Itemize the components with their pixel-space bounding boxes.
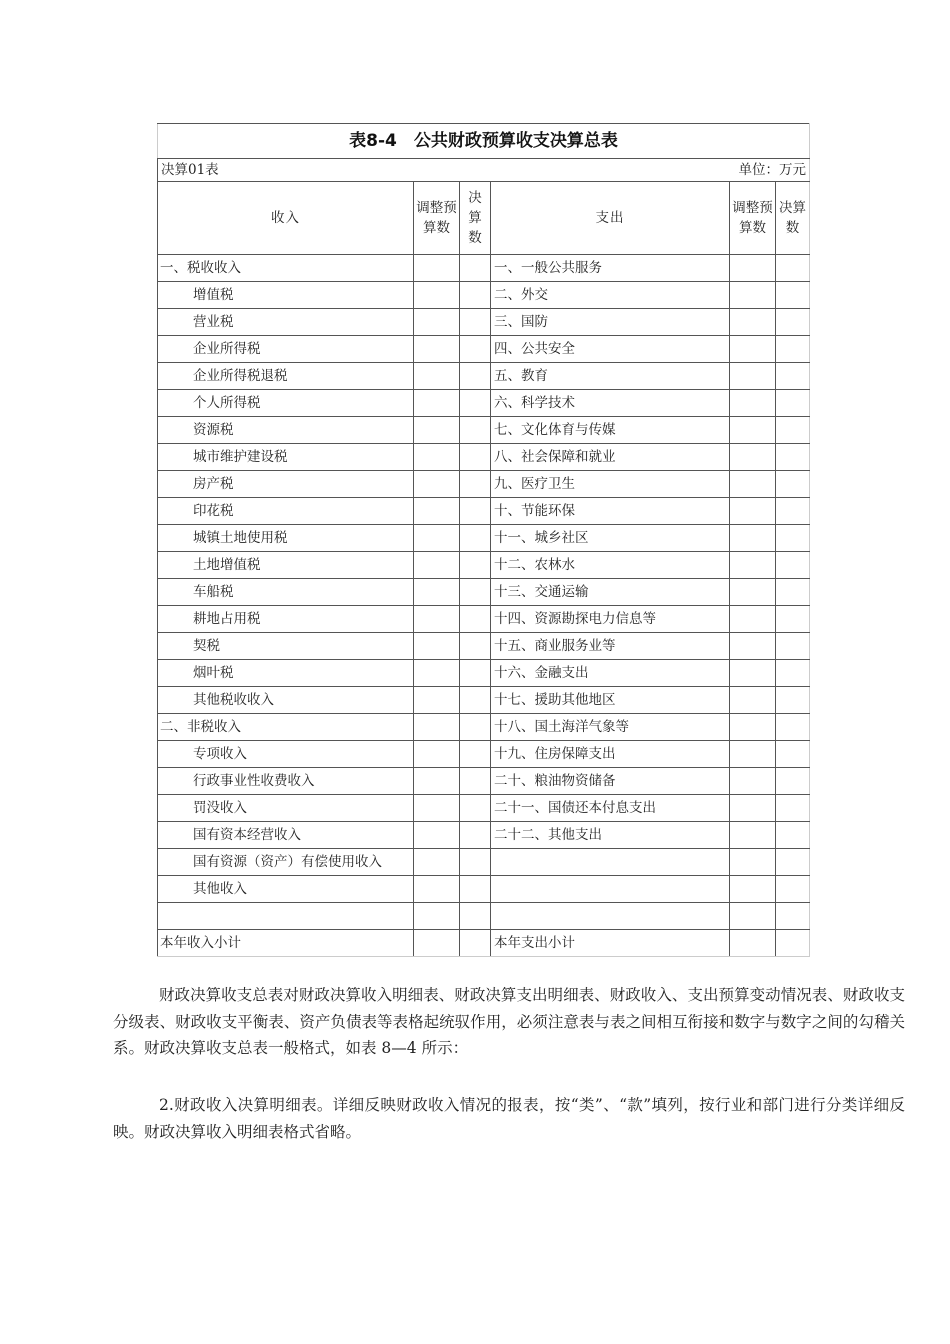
income-adjusted-budget-cell	[414, 282, 460, 309]
expenditure-final-cell	[776, 660, 810, 687]
budget-summary-table	[157, 123, 810, 957]
expenditure-final-cell	[776, 309, 810, 336]
income-adjusted-budget-cell	[414, 822, 460, 849]
expenditure-adjusted-budget-cell	[730, 363, 776, 390]
income-adjusted-budget-cell	[414, 498, 460, 525]
expenditure-adjusted-budget-cell	[730, 525, 776, 552]
expenditure-final-cell	[776, 903, 810, 930]
expenditure-item: 八、社会保障和就业	[491, 444, 730, 471]
income-adjusted-budget-cell	[414, 714, 460, 741]
income-final-cell	[460, 795, 491, 822]
income-item: 耕地占用税	[158, 606, 414, 633]
income-final-cell	[460, 525, 491, 552]
expenditure-item: 十三、交通运输	[491, 579, 730, 606]
income-final-cell	[460, 363, 491, 390]
income-final-cell	[460, 552, 491, 579]
expenditure-final-cell	[776, 255, 810, 282]
income-item: 资源税	[158, 417, 414, 444]
income-item: 印花税	[158, 498, 414, 525]
table-row	[158, 390, 810, 417]
expenditure-adjusted-budget-cell	[730, 768, 776, 795]
income-adjusted-budget-header: 调整预算数	[414, 182, 460, 255]
expenditure-item: 十二、农林水	[491, 552, 730, 579]
income-final-cell	[460, 282, 491, 309]
table-row	[158, 552, 810, 579]
expenditure-final-cell	[776, 714, 810, 741]
expenditure-item: 十九、住房保障支出	[491, 741, 730, 768]
table-row	[158, 822, 810, 849]
body-paragraph: 财政决算收支总表对财政决算收入明细表、财政决算支出明细表、财政收入、支出预算变动情况表、财政收支分级表、财政收支平衡表、资产负债表等表格起统驭作用，必须注意表与表之间相互衔接和数字与数字之间的勾稽关系。财政决算收支总表一般格式，如表 8—4 所示：	[113, 986, 905, 1057]
expenditure-item: 二十二、其他支出	[491, 822, 730, 849]
expenditure-final-cell	[776, 336, 810, 363]
expenditure-final-cell	[776, 444, 810, 471]
expenditure-final-cell	[776, 633, 810, 660]
expenditure-item: 二十一、国债还本付息支出	[491, 795, 730, 822]
table-row	[158, 525, 810, 552]
table-row	[158, 363, 810, 390]
income-final-cell	[460, 309, 491, 336]
expenditure-item: 本年支出小计	[491, 930, 730, 957]
expenditure-adjusted-budget-cell	[730, 930, 776, 957]
income-item: 房产税	[158, 471, 414, 498]
expenditure-final-header: 决算数	[776, 182, 810, 255]
income-item: 个人所得税	[158, 390, 414, 417]
income-adjusted-budget-cell	[414, 903, 460, 930]
expenditure-adjusted-budget-cell	[730, 498, 776, 525]
table-row	[158, 768, 810, 795]
income-item: 本年收入小计	[158, 930, 414, 957]
income-adjusted-budget-cell	[414, 849, 460, 876]
expenditure-adjusted-budget-cell	[730, 444, 776, 471]
expenditure-final-cell	[776, 795, 810, 822]
expenditure-adjusted-budget-cell	[730, 660, 776, 687]
expenditure-adjusted-budget-cell	[730, 741, 776, 768]
income-item: 企业所得税	[158, 336, 414, 363]
expenditure-header: 支出	[491, 182, 730, 255]
income-adjusted-budget-cell	[414, 390, 460, 417]
table-row	[158, 444, 810, 471]
expenditure-adjusted-budget-cell	[730, 579, 776, 606]
income-item: 契税	[158, 633, 414, 660]
expenditure-item: 二、外交	[491, 282, 730, 309]
expenditure-adjusted-budget-cell	[730, 633, 776, 660]
expenditure-item	[491, 849, 730, 876]
table-row	[158, 471, 810, 498]
table-row	[158, 579, 810, 606]
income-item: 城市维护建设税	[158, 444, 414, 471]
expenditure-item	[491, 876, 730, 903]
income-adjusted-budget-cell	[414, 633, 460, 660]
table-row	[158, 606, 810, 633]
expenditure-adjusted-budget-cell	[730, 417, 776, 444]
income-final-header: 决算数	[460, 182, 491, 255]
expenditure-adjusted-budget-cell	[730, 255, 776, 282]
table-row	[158, 903, 810, 930]
body-paragraph: 2.财政收入决算明细表。详细反映财政收入情况的报表，按“类”、“款”填列，按行业和部门进行分类详细反映。财政决算收入明细表格式省略。	[113, 1096, 905, 1141]
income-adjusted-budget-cell	[414, 768, 460, 795]
income-adjusted-budget-cell	[414, 930, 460, 957]
expenditure-final-cell	[776, 417, 810, 444]
income-item: 车船税	[158, 579, 414, 606]
income-final-cell	[460, 903, 491, 930]
income-item	[158, 903, 414, 930]
income-item: 其他收入	[158, 876, 414, 903]
income-final-cell	[460, 417, 491, 444]
income-adjusted-budget-cell	[414, 309, 460, 336]
table-row	[158, 714, 810, 741]
income-item: 罚没收入	[158, 795, 414, 822]
table-title: 表8-4 公共财政预算收支决算总表	[158, 124, 810, 159]
income-adjusted-budget-cell	[414, 525, 460, 552]
unit-label: 单位：万元	[491, 159, 810, 182]
expenditure-adjusted-budget-cell	[730, 390, 776, 417]
expenditure-final-cell	[776, 390, 810, 417]
expenditure-final-cell	[776, 525, 810, 552]
expenditure-adjusted-budget-cell	[730, 336, 776, 363]
expenditure-item: 十八、国土海洋气象等	[491, 714, 730, 741]
expenditure-final-cell	[776, 579, 810, 606]
income-final-cell	[460, 498, 491, 525]
table-row	[158, 660, 810, 687]
table-row	[158, 849, 810, 876]
expenditure-adjusted-budget-header: 调整预算数	[730, 182, 776, 255]
income-item: 专项收入	[158, 741, 414, 768]
income-final-cell	[460, 606, 491, 633]
income-final-cell	[460, 849, 491, 876]
expenditure-final-cell	[776, 741, 810, 768]
expenditure-final-cell	[776, 822, 810, 849]
income-final-cell	[460, 822, 491, 849]
table-row	[158, 795, 810, 822]
expenditure-item: 二十、粮油物资储备	[491, 768, 730, 795]
income-adjusted-budget-cell	[414, 687, 460, 714]
income-item: 营业税	[158, 309, 414, 336]
expenditure-adjusted-budget-cell	[730, 606, 776, 633]
income-adjusted-budget-cell	[414, 255, 460, 282]
form-number: 决算01表	[158, 159, 491, 182]
expenditure-item: 十、节能环保	[491, 498, 730, 525]
expenditure-final-cell	[776, 471, 810, 498]
expenditure-item: 十四、资源勘探电力信息等	[491, 606, 730, 633]
income-final-cell	[460, 444, 491, 471]
expenditure-adjusted-budget-cell	[730, 903, 776, 930]
expenditure-final-cell	[776, 768, 810, 795]
income-item: 企业所得税退税	[158, 363, 414, 390]
income-header: 收入	[158, 182, 414, 255]
table-row	[158, 309, 810, 336]
income-item: 二、非税收入	[158, 714, 414, 741]
income-item: 其他税收收入	[158, 687, 414, 714]
income-final-cell	[460, 930, 491, 957]
expenditure-adjusted-budget-cell	[730, 309, 776, 336]
expenditure-adjusted-budget-cell	[730, 876, 776, 903]
expenditure-item	[491, 903, 730, 930]
income-adjusted-budget-cell	[414, 444, 460, 471]
expenditure-item: 十六、金融支出	[491, 660, 730, 687]
expenditure-adjusted-budget-cell	[730, 687, 776, 714]
income-item: 国有资源（资产）有偿使用收入	[158, 849, 414, 876]
income-adjusted-budget-cell	[414, 606, 460, 633]
income-item: 城镇土地使用税	[158, 525, 414, 552]
expenditure-adjusted-budget-cell	[730, 282, 776, 309]
expenditure-final-cell	[776, 687, 810, 714]
income-adjusted-budget-cell	[414, 660, 460, 687]
expenditure-final-cell	[776, 363, 810, 390]
expenditure-item: 三、国防	[491, 309, 730, 336]
income-adjusted-budget-cell	[414, 552, 460, 579]
income-adjusted-budget-cell	[414, 795, 460, 822]
income-final-cell	[460, 579, 491, 606]
table-body	[158, 255, 810, 957]
income-final-cell	[460, 255, 491, 282]
income-adjusted-budget-cell	[414, 363, 460, 390]
table-row	[158, 417, 810, 444]
income-adjusted-budget-cell	[414, 471, 460, 498]
expenditure-adjusted-budget-cell	[730, 795, 776, 822]
expenditure-final-cell	[776, 498, 810, 525]
expenditure-adjusted-budget-cell	[730, 849, 776, 876]
expenditure-item: 六、科学技术	[491, 390, 730, 417]
table-row	[158, 876, 810, 903]
expenditure-item: 十七、援助其他地区	[491, 687, 730, 714]
expenditure-final-cell	[776, 552, 810, 579]
income-final-cell	[460, 633, 491, 660]
expenditure-item: 五、教育	[491, 363, 730, 390]
expenditure-adjusted-budget-cell	[730, 471, 776, 498]
income-final-cell	[460, 471, 491, 498]
expenditure-final-cell	[776, 282, 810, 309]
income-item: 行政事业性收费收入	[158, 768, 414, 795]
table-row	[158, 930, 810, 957]
expenditure-adjusted-budget-cell	[730, 822, 776, 849]
table-row	[158, 741, 810, 768]
expenditure-final-cell	[776, 606, 810, 633]
income-final-cell	[460, 714, 491, 741]
income-adjusted-budget-cell	[414, 741, 460, 768]
income-final-cell	[460, 768, 491, 795]
expenditure-final-cell	[776, 876, 810, 903]
table-row	[158, 687, 810, 714]
income-item: 烟叶税	[158, 660, 414, 687]
expenditure-item: 七、文化体育与传媒	[491, 417, 730, 444]
income-final-cell	[460, 741, 491, 768]
table-row	[158, 255, 810, 282]
expenditure-adjusted-budget-cell	[730, 714, 776, 741]
income-final-cell	[460, 876, 491, 903]
expenditure-item: 十一、城乡社区	[491, 525, 730, 552]
income-adjusted-budget-cell	[414, 579, 460, 606]
table-row	[158, 336, 810, 363]
expenditure-item: 十五、商业服务业等	[491, 633, 730, 660]
income-final-cell	[460, 687, 491, 714]
income-item: 一、税收收入	[158, 255, 414, 282]
income-adjusted-budget-cell	[414, 417, 460, 444]
income-adjusted-budget-cell	[414, 336, 460, 363]
expenditure-adjusted-budget-cell	[730, 552, 776, 579]
income-final-cell	[460, 660, 491, 687]
income-final-cell	[460, 336, 491, 363]
table-row	[158, 633, 810, 660]
income-item: 土地增值税	[158, 552, 414, 579]
income-item: 增值税	[158, 282, 414, 309]
income-final-cell	[460, 390, 491, 417]
income-item: 国有资本经营收入	[158, 822, 414, 849]
expenditure-item: 一、一般公共服务	[491, 255, 730, 282]
expenditure-final-cell	[776, 930, 810, 957]
expenditure-item: 九、医疗卫生	[491, 471, 730, 498]
income-adjusted-budget-cell	[414, 876, 460, 903]
expenditure-item: 四、公共安全	[491, 336, 730, 363]
table-row	[158, 498, 810, 525]
table-row	[158, 282, 810, 309]
expenditure-final-cell	[776, 849, 810, 876]
